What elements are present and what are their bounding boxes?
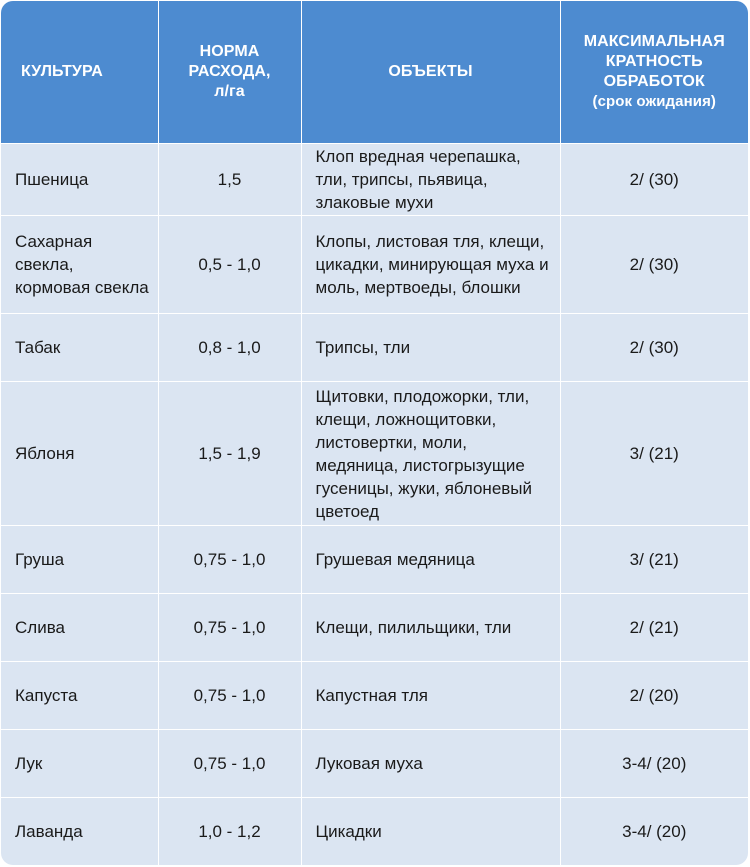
cell-crop: Яблоня: [1, 382, 158, 526]
header-rate: [158, 1, 301, 144]
cell-max: 2/ (20): [560, 662, 748, 730]
header-max-line1: МАКСИМАЛЬНАЯ: [583, 33, 725, 50]
table-row: [1, 382, 748, 526]
cell-rate: 0,75 - 1,0: [158, 730, 301, 798]
pesticide-table: [1, 1, 748, 865]
cell-objects: Луковая муха: [301, 730, 560, 798]
cell-max: 2/ (30): [560, 314, 748, 382]
cell-crop: Слива: [1, 594, 158, 662]
header-max-line3: ОБРАБОТОК: [603, 73, 705, 90]
cell-max: 2/ (30): [560, 144, 748, 216]
cell-rate: 0,75 - 1,0: [158, 526, 301, 594]
table-row: [1, 314, 748, 382]
cell-objects: Капустная тля: [301, 662, 560, 730]
cell-objects: Клопы, листовая тля, клещи, цикадки, минирующая муха и моль, мертвоеды, блошки: [301, 216, 560, 314]
table-row: [1, 144, 748, 216]
header-crop: КУЛЬТУРА: [1, 1, 158, 144]
cell-max: 3-4/ (20): [560, 730, 748, 798]
header-rate-line1: НОРМА: [199, 43, 260, 60]
header-max-line2: КРАТНОСТЬ: [605, 53, 703, 70]
cell-crop: Лаванда: [1, 798, 158, 866]
cell-objects: Клещи, пилильщики, тли: [301, 594, 560, 662]
cell-rate: 0,8 - 1,0: [158, 314, 301, 382]
cell-max: 2/ (30): [560, 216, 748, 314]
table-row: [1, 662, 748, 730]
cell-rate: 0,75 - 1,0: [158, 594, 301, 662]
cell-crop: Груша: [1, 526, 158, 594]
cell-objects: Цикадки: [301, 798, 560, 866]
pesticide-table-container: [1, 1, 748, 865]
table-body: [1, 144, 748, 866]
cell-crop: Табак: [1, 314, 158, 382]
cell-crop: Лук: [1, 730, 158, 798]
table-row: [1, 526, 748, 594]
cell-max: 3-4/ (20): [560, 798, 748, 866]
cell-max: 3/ (21): [560, 526, 748, 594]
header-max-line4: (срок ожидания): [592, 93, 717, 110]
cell-objects: Трипсы, тли: [301, 314, 560, 382]
header-objects: ОБЪЕКТЫ: [301, 1, 560, 144]
table-header: [1, 1, 748, 144]
cell-max: 3/ (21): [560, 382, 748, 526]
cell-crop: Пшеница: [1, 144, 158, 216]
table-row: [1, 798, 748, 866]
table-row: [1, 216, 748, 314]
cell-rate: 1,5: [158, 144, 301, 216]
cell-max: 2/ (21): [560, 594, 748, 662]
cell-objects: Щитовки, плодожорки, тли, клещи, ложнощитовки, листовертки, моли, медяница, листогрызущие гусеницы, жуки, яблоневый цветоед: [301, 382, 560, 526]
table-row: [1, 594, 748, 662]
cell-objects: Клоп вредная черепашка, тли, трипсы, пьявица, злаковые мухи: [301, 144, 560, 216]
cell-crop: Сахарная свекла, кормовая свекла: [1, 216, 158, 314]
cell-objects: Грушевая медяница: [301, 526, 560, 594]
header-rate-line3: л/га: [214, 83, 245, 100]
header-rate-line2: РАСХОДА,: [188, 63, 271, 80]
cell-rate: 1,5 - 1,9: [158, 382, 301, 526]
table-row: [1, 730, 748, 798]
header-max: [560, 1, 748, 144]
cell-rate: 0,75 - 1,0: [158, 662, 301, 730]
header-row: [1, 1, 748, 144]
cell-rate: 0,5 - 1,0: [158, 216, 301, 314]
cell-crop: Капуста: [1, 662, 158, 730]
cell-rate: 1,0 - 1,2: [158, 798, 301, 866]
